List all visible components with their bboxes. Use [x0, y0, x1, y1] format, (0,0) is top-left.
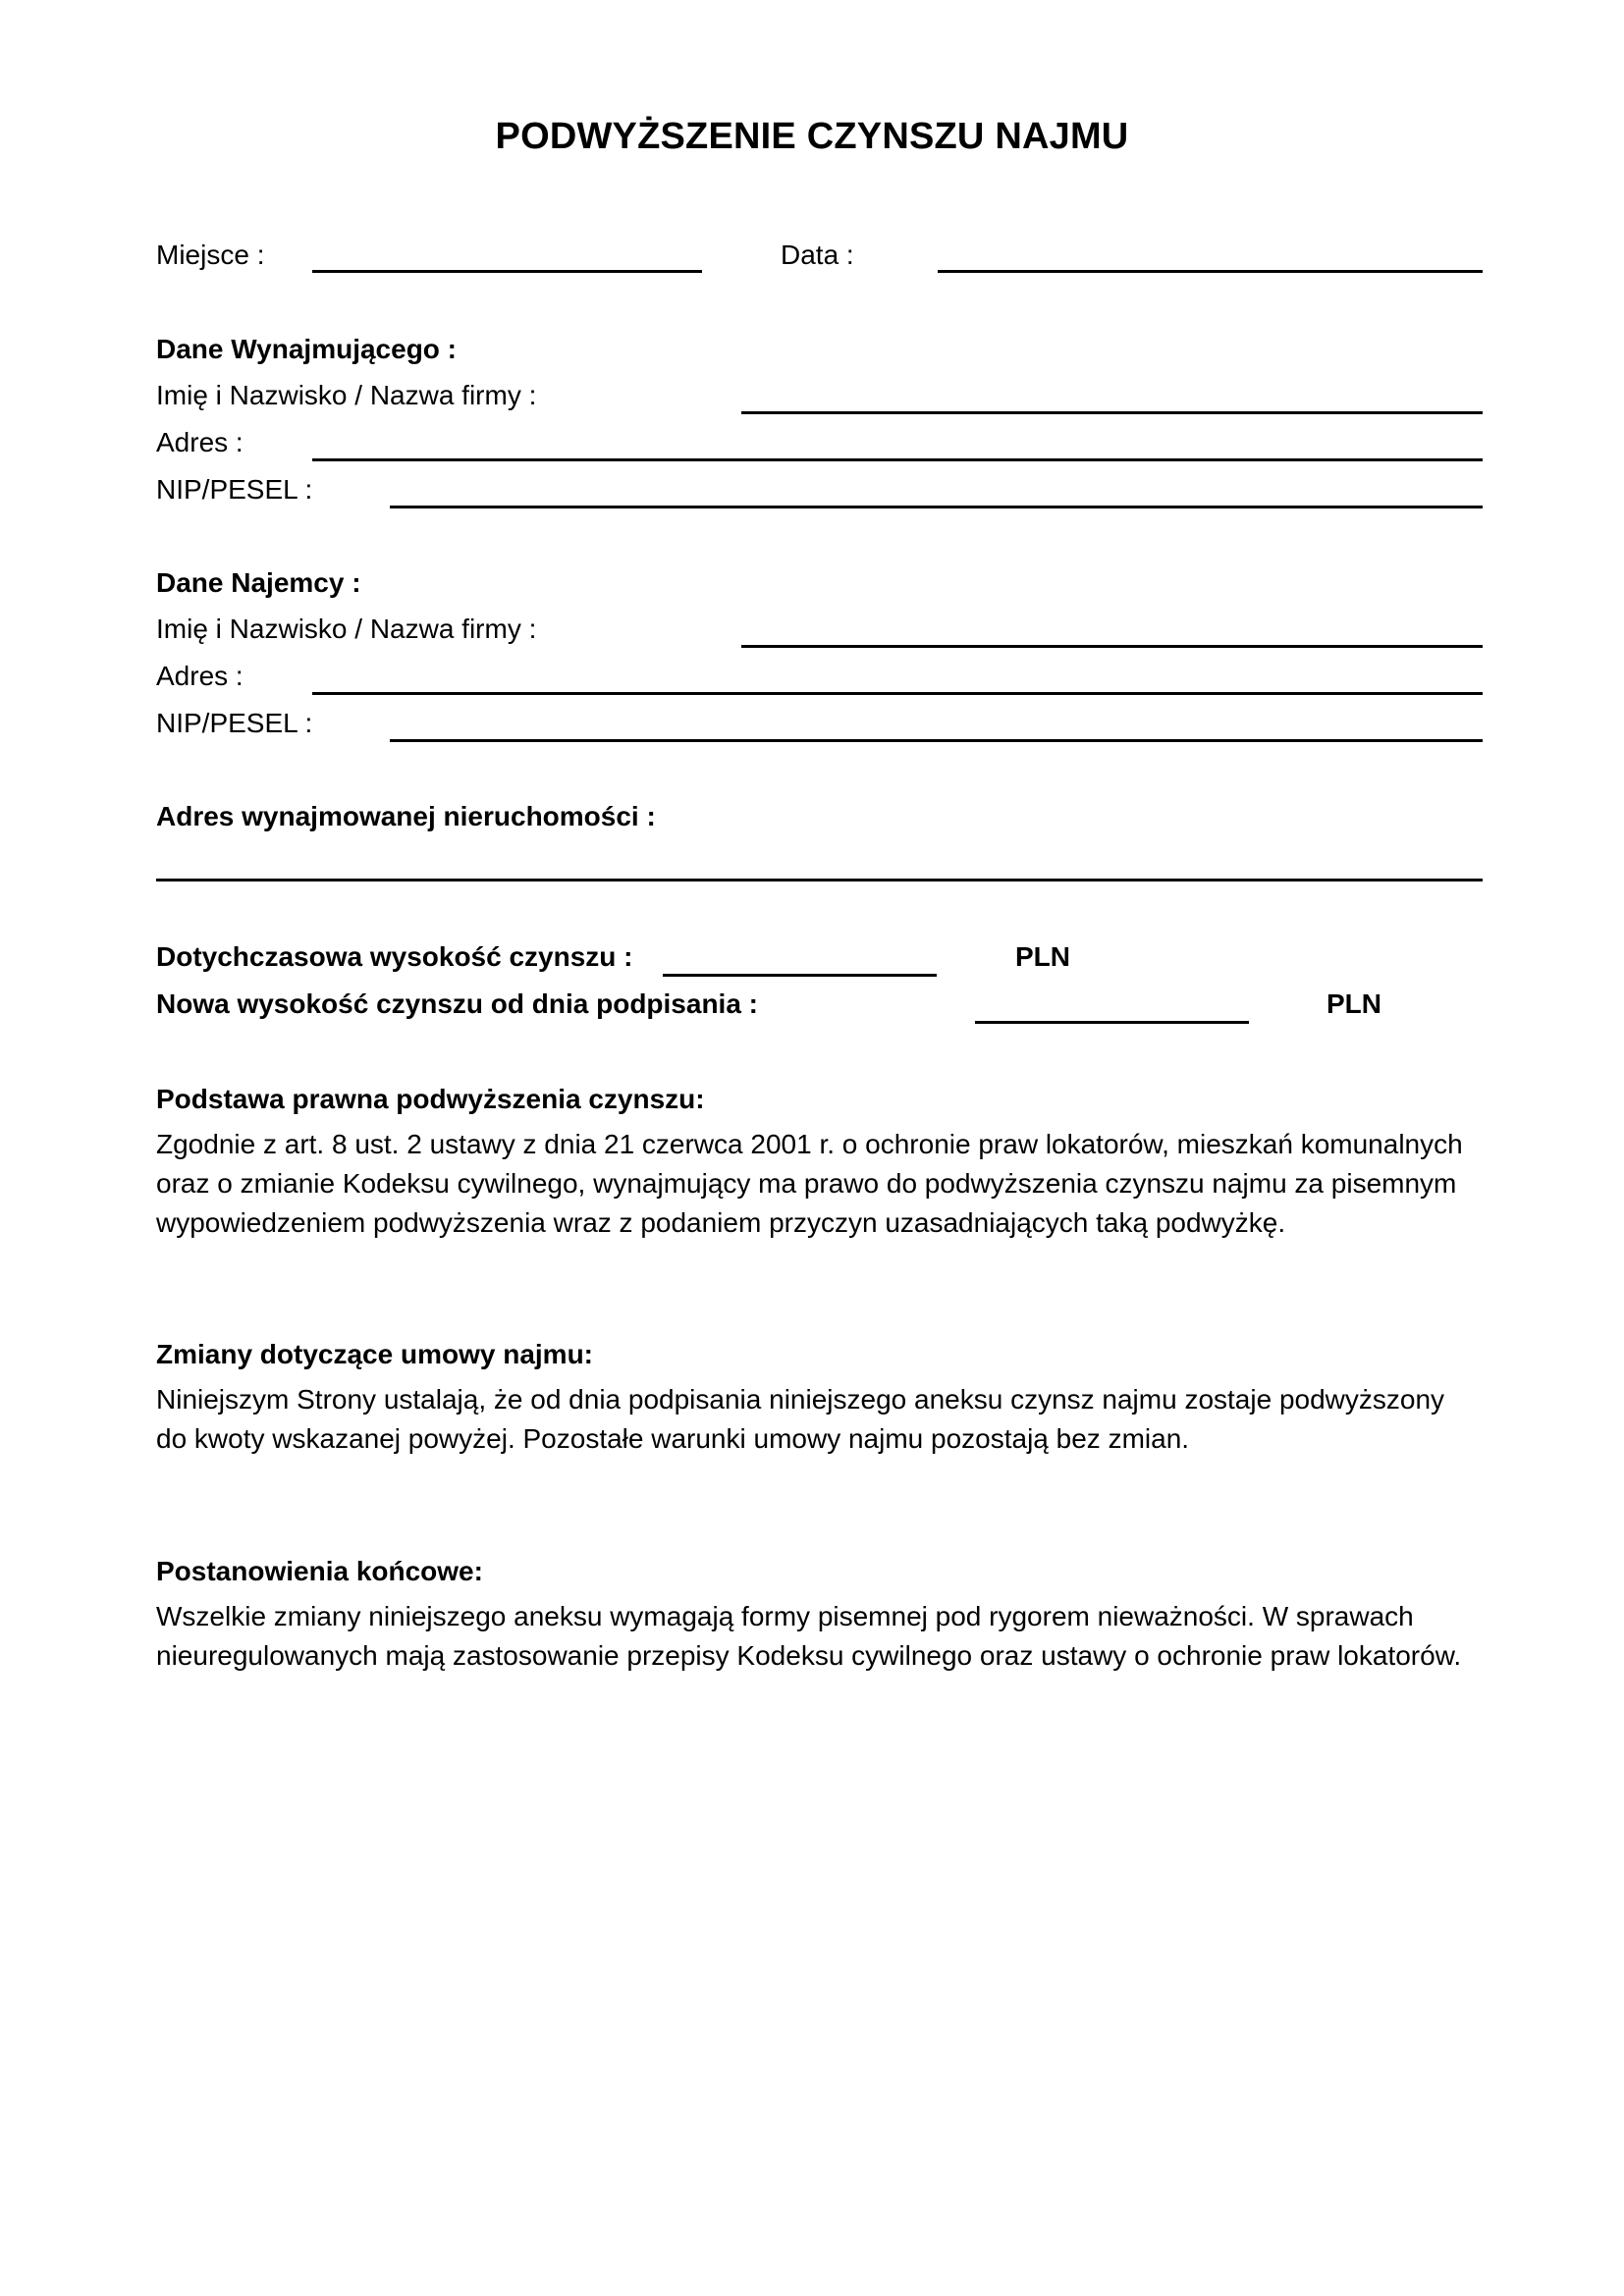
changes-line: do kwoty wskazanej powyżej. Pozostałe warunki umowy najmu pozostają bez zmian. — [156, 1423, 1190, 1454]
tenant-heading: Dane Najemcy : — [156, 567, 361, 598]
date-label: Data : — [781, 240, 854, 270]
landlord-name-label: Imię i Nazwisko / Nazwa firmy : — [156, 380, 537, 410]
landlord-address-label: Adres : — [156, 427, 244, 457]
final-provisions-line: Wszelkie zmiany niniejszego aneksu wymagają formy pisemnej pod rygorem nieważności. W sprawach — [156, 1601, 1414, 1631]
new-rent-field[interactable] — [975, 1021, 1249, 1024]
legal-basis-heading: Podstawa prawna podwyższenia czynszu: — [156, 1084, 705, 1114]
landlord-nip-field[interactable] — [390, 506, 1483, 508]
document-title: PODWYŻSZENIE CZYNSZU NAJMU — [495, 116, 1129, 157]
landlord-address-field[interactable] — [312, 458, 1483, 461]
changes-heading: Zmiany dotyczące umowy najmu: — [156, 1339, 593, 1369]
current-rent-currency: PLN — [1015, 941, 1070, 972]
tenant-address-field[interactable] — [312, 692, 1483, 695]
tenant-nip-label: NIP/PESEL : — [156, 708, 313, 738]
date-field[interactable] — [938, 270, 1483, 273]
legal-basis-line: oraz o zmianie Kodeksu cywilnego, wynajmujący ma prawo do podwyższenia czynszu najmu za pisemnym — [156, 1168, 1457, 1199]
tenant-address-label: Adres : — [156, 661, 244, 691]
current-rent-label: Dotychczasowa wysokość czynszu : — [156, 941, 633, 972]
tenant-nip-field[interactable] — [390, 739, 1483, 742]
legal-basis-line: wypowiedzeniem podwyższenia wraz z podaniem przyczyn uzasadniających taką podwyżkę. — [156, 1207, 1286, 1238]
landlord-heading: Dane Wynajmującego : — [156, 334, 458, 364]
landlord-nip-label: NIP/PESEL : — [156, 474, 313, 505]
tenant-name-label: Imię i Nazwisko / Nazwa firmy : — [156, 614, 537, 644]
final-provisions-line: nieuregulowanych mają zastosowanie przepisy Kodeksu cywilnego oraz ustawy o ochronie praw lokatorów. — [156, 1640, 1462, 1671]
changes-line: Niniejszym Strony ustalają, że od dnia podpisania niniejszego aneksu czynsz najmu zostaje podwyższony — [156, 1384, 1445, 1415]
tenant-name-field[interactable] — [741, 645, 1483, 648]
current-rent-field[interactable] — [663, 974, 937, 977]
place-field[interactable] — [312, 270, 702, 273]
legal-basis-line: Zgodnie z art. 8 ust. 2 ustawy z dnia 21 czerwca 2001 r. o ochronie praw lokatorów, mieszkań komunalnych — [156, 1129, 1463, 1159]
landlord-name-field[interactable] — [741, 411, 1483, 414]
new-rent-label: Nowa wysokość czynszu od dnia podpisania : — [156, 988, 759, 1019]
place-label: Miejsce : — [156, 240, 265, 270]
changes-paragraph — [156, 1380, 1482, 1459]
final-provisions-paragraph — [156, 1597, 1482, 1676]
final-provisions-heading: Postanowienia końcowe: — [156, 1556, 483, 1586]
legal-basis-paragraph — [156, 1125, 1482, 1243]
property-address-field[interactable] — [156, 879, 1483, 881]
new-rent-currency: PLN — [1326, 988, 1381, 1019]
property-address-label: Adres wynajmowanej nieruchomości : — [156, 801, 656, 831]
